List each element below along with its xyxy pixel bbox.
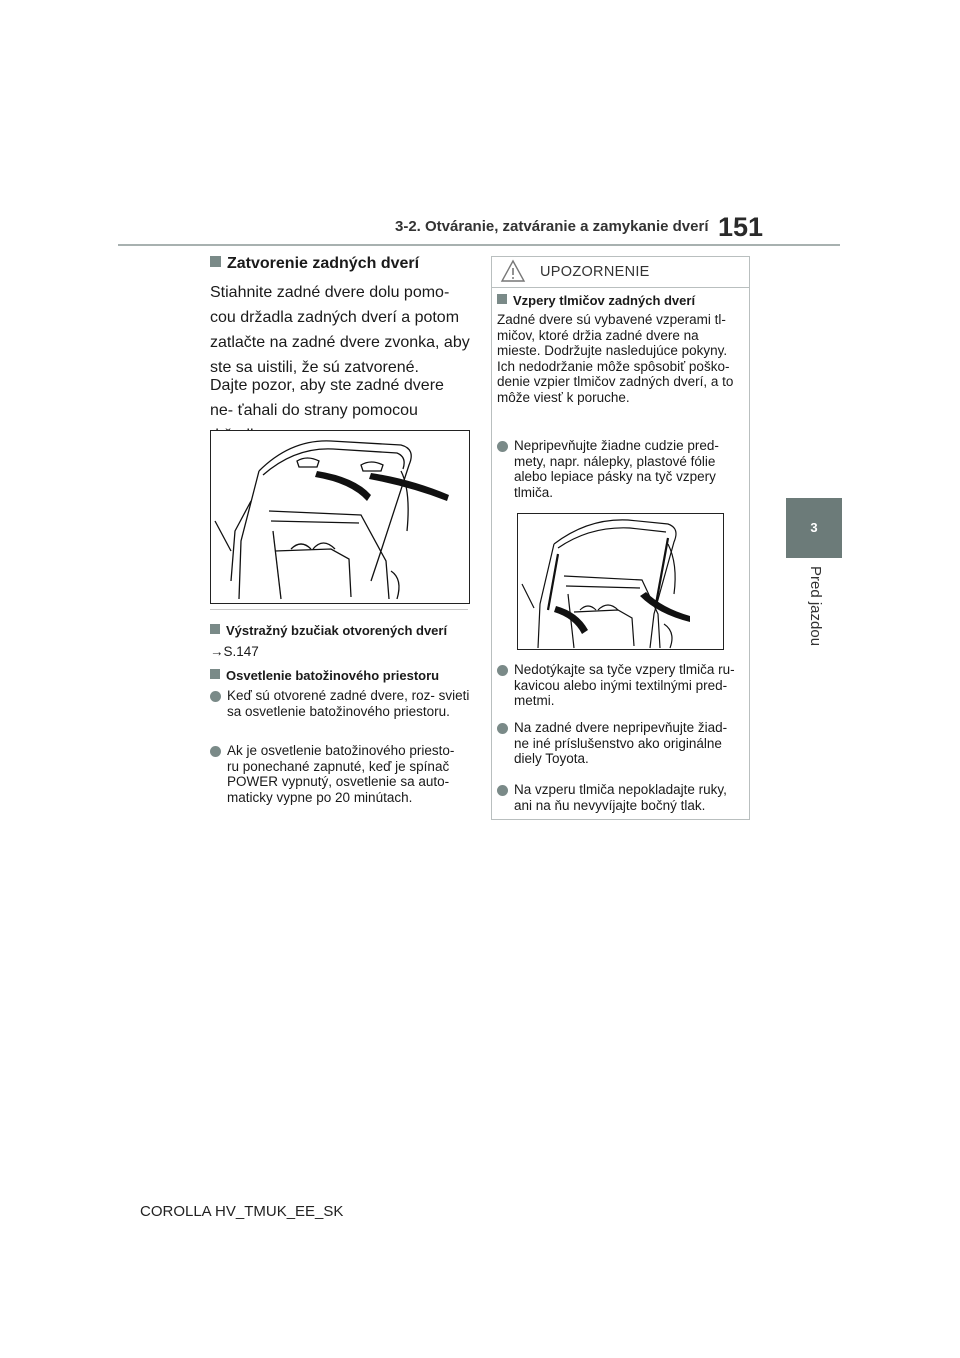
subsection-divider	[210, 609, 468, 610]
list-item	[210, 688, 470, 719]
list-item	[497, 782, 745, 813]
model-code: COROLLA HV_TMUK_EE_SK	[140, 1203, 344, 1220]
caution-heading-text: Vzpery tlmičov zadných dverí	[513, 293, 696, 308]
square-bullet-icon	[210, 624, 220, 634]
list-item	[497, 662, 745, 709]
tailgate-illustration	[210, 430, 470, 604]
round-bullet-icon	[497, 785, 508, 796]
chapter-label	[786, 566, 842, 686]
square-bullet-icon	[210, 669, 220, 679]
header-divider	[118, 244, 840, 246]
buzzer-heading	[210, 623, 447, 638]
section-heading	[210, 255, 419, 273]
luggage-light-heading	[210, 668, 439, 683]
tailgate-drawing	[211, 431, 469, 603]
square-bullet-icon	[497, 294, 507, 304]
round-bullet-icon	[210, 746, 221, 757]
buzzer-heading-text: Výstražný bzučiak otvorených dverí	[226, 623, 448, 638]
strut-drawing	[518, 514, 723, 649]
list-item-text: Nepripevňujte žiadne cudzie pred- mety, napr. nálepky, plastové fólie alebo lepiace pásky na tyč vzpery tlmiča.	[514, 438, 719, 500]
list-item-text: Na zadné dvere nepripevňujte žiad- ne iné príslušenstvo ako originálne diely Toyota.	[514, 720, 728, 766]
round-bullet-icon	[497, 441, 508, 452]
section-title: 3-2. Otváranie, zatváranie a zamykanie dverí	[395, 218, 709, 235]
chapter-label-text: Pred jazdou	[807, 566, 824, 647]
warning-triangle-icon	[500, 259, 526, 283]
list-item-text: Keď sú otvorené zadné dvere, roz- svieti sa osvetlenie batožinového priestoru.	[227, 688, 470, 719]
caution-heading	[497, 293, 742, 308]
round-bullet-icon	[210, 691, 221, 702]
page-reference-link[interactable]: →S.147	[210, 644, 259, 659]
list-item-text: Ak je osvetlenie batožinového priesto- ru ponechané zapnuté, keď je spínač POWER vypnutý, osvetlenie sa auto- maticky vypne po 20 minútach.	[227, 743, 455, 805]
list-item	[497, 438, 745, 500]
list-item-text: Nedotýkajte sa tyče vzpery tlmiča ru- kavicou alebo inými textilnými pred- metmi.	[514, 662, 735, 708]
luggage-light-heading-text: Osvetlenie batožinového priestoru	[226, 668, 440, 683]
round-bullet-icon	[497, 665, 508, 676]
section-heading-text: Zatvorenie zadných dverí	[227, 255, 420, 272]
list-item	[497, 720, 745, 767]
caution-title: UPOZORNENIE	[540, 264, 650, 280]
strut-illustration	[517, 513, 724, 650]
list-item-text: Na vzperu tlmiča nepokladajte ruky, ani na ňu nevyvíjajte bočný tlak.	[514, 782, 727, 813]
paragraph-warning-handle: Dajte pozor, aby ste zadné dvere ne- ťahali do strany pomocou	[210, 377, 444, 419]
round-bullet-icon	[497, 723, 508, 734]
list-item	[210, 743, 470, 805]
chapter-number: 3	[810, 520, 818, 535]
page-number: 151	[718, 212, 764, 242]
paragraph-close-instructions: Stiahnite zadné dvere dolu pomo- cou držadla zadných dverí a potom zatlačte na zadné dvere zvonka, aby ste sa uistili, že sú zatvorené.	[210, 284, 470, 376]
caution-intro: Zadné dvere sú vybavené vzperami tl- mičov, ktoré držia zadné dvere na mieste. Dodržujte nasledujúce pokyny. Ich nedodržanie môže spôsobiť poško- denie vzpier tlmičov zadných dverí, a to môže viesť k poruche.	[497, 312, 734, 405]
caution-divider	[491, 287, 749, 288]
square-bullet-icon	[210, 256, 221, 267]
